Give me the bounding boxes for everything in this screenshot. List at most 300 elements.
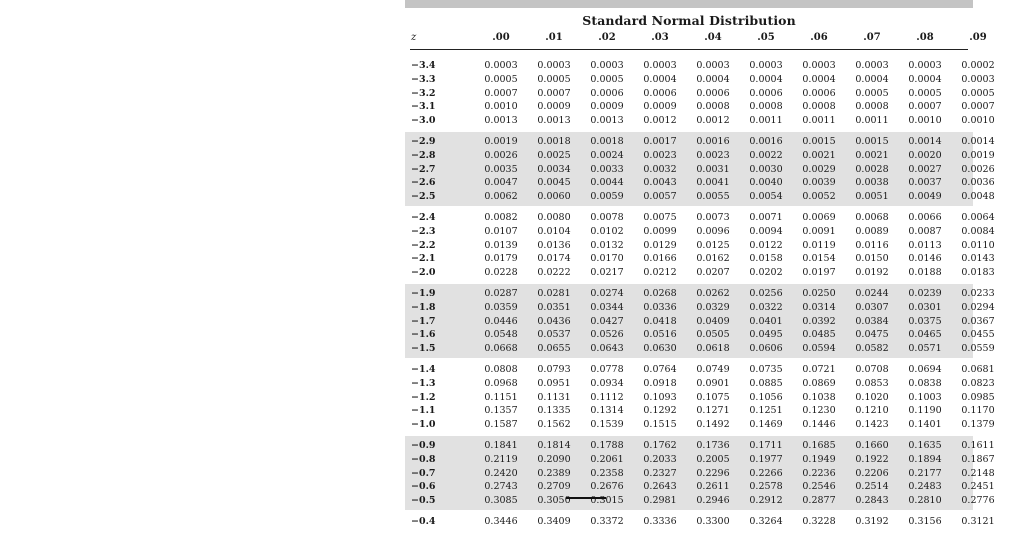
table-row bbox=[405, 59, 995, 73]
probability-cell: 0.0012 bbox=[696, 115, 730, 127]
probability-cell: 0.0091 bbox=[802, 225, 836, 237]
z-value: −2.6 bbox=[411, 177, 436, 189]
probability-cell: 0.2005 bbox=[696, 453, 730, 465]
probability-cell: 0.0036 bbox=[961, 177, 995, 189]
probability-cell: 0.1151 bbox=[484, 391, 518, 403]
z-value: −3.0 bbox=[411, 115, 436, 127]
probability-cell: 0.0007 bbox=[961, 101, 995, 113]
table-row bbox=[405, 73, 995, 87]
row-group bbox=[405, 284, 995, 358]
probability-cell: 0.0475 bbox=[855, 329, 889, 341]
probability-cell: 0.1469 bbox=[749, 419, 783, 431]
probability-cell: 0.3156 bbox=[908, 515, 942, 527]
probability-cell: 0.0004 bbox=[802, 73, 836, 85]
probability-cell: 0.0006 bbox=[696, 87, 730, 99]
probability-cell: 0.0838 bbox=[908, 377, 942, 389]
probability-cell: 0.0119 bbox=[802, 239, 836, 251]
probability-cell: 0.0014 bbox=[908, 135, 942, 147]
probability-cell: 0.0004 bbox=[908, 73, 942, 85]
probability-cell: 0.0823 bbox=[961, 377, 995, 389]
probability-cell: 0.0281 bbox=[537, 287, 571, 299]
row-group bbox=[405, 436, 995, 510]
probability-cell: 0.0721 bbox=[802, 363, 836, 375]
table-row bbox=[405, 480, 995, 494]
probability-cell: 0.1292 bbox=[643, 405, 677, 417]
probability-cell: 0.1660 bbox=[855, 439, 889, 451]
probability-cell: 0.0057 bbox=[643, 191, 677, 203]
probability-cell: 0.0041 bbox=[696, 177, 730, 189]
probability-cell: 0.0455 bbox=[961, 329, 995, 341]
probability-cell: 0.0031 bbox=[696, 163, 730, 175]
probability-cell: 0.0250 bbox=[802, 287, 836, 299]
probability-cell: 0.0003 bbox=[696, 60, 730, 71]
column-header: .03 bbox=[651, 32, 669, 43]
z-value: −2.5 bbox=[411, 191, 436, 203]
probability-cell: 0.3085 bbox=[484, 495, 518, 507]
probability-cell: 0.0075 bbox=[643, 211, 677, 223]
probability-cell: 0.0107 bbox=[484, 225, 518, 237]
z-value: −1.6 bbox=[411, 329, 436, 341]
probability-cell: 0.0268 bbox=[643, 287, 677, 299]
z-value: −0.9 bbox=[411, 439, 436, 451]
probability-cell: 0.0023 bbox=[643, 149, 677, 161]
probability-cell: 0.0516 bbox=[643, 329, 677, 341]
probability-cell: 0.1038 bbox=[802, 391, 836, 403]
probability-cell: 0.0465 bbox=[908, 329, 942, 341]
probability-cell: 0.0934 bbox=[590, 377, 624, 389]
table-row bbox=[405, 515, 995, 529]
probability-cell: 0.0026 bbox=[484, 149, 518, 161]
probability-cell: 0.0030 bbox=[749, 163, 783, 175]
probability-cell: 0.1230 bbox=[802, 405, 836, 417]
probability-cell: 0.0217 bbox=[590, 267, 624, 279]
probability-cell: 0.0793 bbox=[537, 363, 571, 375]
probability-cell: 0.2236 bbox=[802, 467, 836, 479]
probability-cell: 0.0359 bbox=[484, 301, 518, 313]
probability-cell: 0.0034 bbox=[537, 163, 571, 175]
probability-cell: 0.1492 bbox=[696, 419, 730, 431]
probability-cell: 0.0808 bbox=[484, 363, 518, 375]
probability-cell: 0.0344 bbox=[590, 301, 624, 313]
probability-cell: 0.1635 bbox=[908, 439, 942, 451]
probability-cell: 0.0158 bbox=[749, 253, 783, 265]
probability-cell: 0.0322 bbox=[749, 301, 783, 313]
table-row bbox=[405, 404, 995, 418]
column-header: .02 bbox=[598, 32, 616, 43]
column-header: .09 bbox=[969, 32, 987, 43]
probability-cell: 0.0005 bbox=[537, 73, 571, 85]
table-row bbox=[405, 225, 995, 239]
z-value: −2.1 bbox=[411, 253, 436, 265]
probability-cell: 0.0008 bbox=[802, 101, 836, 113]
probability-cell: 0.0006 bbox=[643, 87, 677, 99]
z-value: −0.6 bbox=[411, 481, 436, 493]
probability-cell: 0.2148 bbox=[961, 467, 995, 479]
probability-cell: 0.1271 bbox=[696, 405, 730, 417]
probability-cell: 0.0436 bbox=[537, 315, 571, 327]
probability-cell: 0.1335 bbox=[537, 405, 571, 417]
probability-cell: 0.0032 bbox=[643, 163, 677, 175]
probability-cell: 0.0013 bbox=[537, 115, 571, 127]
probability-cell: 0.2946 bbox=[696, 495, 730, 507]
row-group bbox=[405, 360, 995, 434]
probability-cell: 0.0059 bbox=[590, 191, 624, 203]
table-row bbox=[405, 328, 995, 342]
z-value: −0.8 bbox=[411, 453, 436, 465]
probability-cell: 0.3336 bbox=[643, 515, 677, 527]
probability-cell: 0.3015 bbox=[590, 495, 624, 507]
probability-cell: 0.0049 bbox=[908, 191, 942, 203]
z-value: −1.3 bbox=[411, 377, 436, 389]
probability-cell: 0.0735 bbox=[749, 363, 783, 375]
probability-cell: 0.0010 bbox=[908, 115, 942, 127]
probability-cell: 0.0174 bbox=[537, 253, 571, 265]
probability-cell: 0.0681 bbox=[961, 363, 995, 375]
probability-cell: 0.0668 bbox=[484, 343, 518, 355]
probability-cell: 0.0294 bbox=[961, 301, 995, 313]
probability-cell: 0.1788 bbox=[590, 439, 624, 451]
probability-cell: 0.0314 bbox=[802, 301, 836, 313]
probability-cell: 0.0021 bbox=[802, 149, 836, 161]
probability-cell: 0.1685 bbox=[802, 439, 836, 451]
probability-cell: 0.0040 bbox=[749, 177, 783, 189]
table-row bbox=[405, 87, 995, 101]
probability-cell: 0.0003 bbox=[643, 60, 677, 71]
z-value: −2.3 bbox=[411, 225, 436, 237]
probability-cell: 0.0446 bbox=[484, 315, 518, 327]
probability-cell: 0.0006 bbox=[590, 87, 624, 99]
probability-cell: 0.1003 bbox=[908, 391, 942, 403]
probability-cell: 0.3228 bbox=[802, 515, 836, 527]
z-value: −0.5 bbox=[411, 495, 436, 507]
probability-cell: 0.3050 bbox=[537, 495, 571, 507]
probability-cell: 0.0080 bbox=[537, 211, 571, 223]
probability-cell: 0.0003 bbox=[961, 73, 995, 85]
probability-cell: 0.2389 bbox=[537, 467, 571, 479]
probability-cell: 0.0004 bbox=[696, 73, 730, 85]
probability-cell: 0.0778 bbox=[590, 363, 624, 375]
probability-cell: 0.0004 bbox=[855, 73, 889, 85]
probability-cell: 0.1190 bbox=[908, 405, 942, 417]
probability-cell: 0.0004 bbox=[643, 73, 677, 85]
probability-cell: 0.1949 bbox=[802, 453, 836, 465]
z-value: −3.3 bbox=[411, 73, 436, 85]
probability-cell: 0.1075 bbox=[696, 391, 730, 403]
probability-cell: 0.0009 bbox=[590, 101, 624, 113]
probability-cell: 0.3409 bbox=[537, 515, 571, 527]
probability-cell: 0.0008 bbox=[696, 101, 730, 113]
probability-cell: 0.1423 bbox=[855, 419, 889, 431]
table-row bbox=[405, 176, 995, 190]
probability-cell: 0.1056 bbox=[749, 391, 783, 403]
probability-cell: 0.0166 bbox=[643, 253, 677, 265]
z-value: −0.7 bbox=[411, 467, 436, 479]
z-value: −2.8 bbox=[411, 149, 436, 161]
probability-cell: 0.0033 bbox=[590, 163, 624, 175]
probability-cell: 0.1736 bbox=[696, 439, 730, 451]
probability-cell: 0.0375 bbox=[908, 315, 942, 327]
table-row bbox=[405, 266, 995, 280]
probability-cell: 0.0968 bbox=[484, 377, 518, 389]
table-header-row bbox=[405, 28, 987, 48]
probability-cell: 0.0035 bbox=[484, 163, 518, 175]
probability-cell: 0.0003 bbox=[802, 60, 836, 71]
column-header-z: z bbox=[411, 32, 417, 43]
probability-cell: 0.3121 bbox=[961, 515, 995, 527]
probability-cell: 0.0016 bbox=[696, 135, 730, 147]
probability-cell: 0.0003 bbox=[537, 60, 571, 71]
column-header: .07 bbox=[863, 32, 881, 43]
probability-cell: 0.0068 bbox=[855, 211, 889, 223]
probability-cell: 0.1093 bbox=[643, 391, 677, 403]
z-value: −2.2 bbox=[411, 239, 436, 251]
probability-cell: 0.0136 bbox=[537, 239, 571, 251]
probability-cell: 0.0025 bbox=[537, 149, 571, 161]
table-row bbox=[405, 439, 995, 453]
probability-cell: 0.2090 bbox=[537, 453, 571, 465]
z-value: −1.5 bbox=[411, 343, 436, 355]
probability-cell: 0.1131 bbox=[537, 391, 571, 403]
probability-cell: 0.1539 bbox=[590, 419, 624, 431]
probability-cell: 0.3264 bbox=[749, 515, 783, 527]
probability-cell: 0.0099 bbox=[643, 225, 677, 237]
probability-cell: 0.2877 bbox=[802, 495, 836, 507]
probability-cell: 0.2578 bbox=[749, 481, 783, 493]
probability-cell: 0.0869 bbox=[802, 377, 836, 389]
row-group bbox=[405, 56, 995, 130]
probability-cell: 0.0146 bbox=[908, 253, 942, 265]
probability-cell: 0.0571 bbox=[908, 343, 942, 355]
probability-cell: 0.0028 bbox=[855, 163, 889, 175]
probability-cell: 0.0630 bbox=[643, 343, 677, 355]
z-value: −2.4 bbox=[411, 211, 436, 223]
probability-cell: 0.2514 bbox=[855, 481, 889, 493]
probability-cell: 0.0019 bbox=[961, 149, 995, 161]
probability-cell: 0.1020 bbox=[855, 391, 889, 403]
probability-cell: 0.0485 bbox=[802, 329, 836, 341]
probability-cell: 0.0256 bbox=[749, 287, 783, 299]
z-value: −3.4 bbox=[411, 60, 436, 71]
probability-cell: 0.0183 bbox=[961, 267, 995, 279]
table-row bbox=[405, 190, 995, 204]
probability-cell: 0.0011 bbox=[855, 115, 889, 127]
probability-cell: 0.0708 bbox=[855, 363, 889, 375]
probability-cell: 0.0212 bbox=[643, 267, 677, 279]
table-row bbox=[405, 363, 995, 377]
probability-cell: 0.0233 bbox=[961, 287, 995, 299]
z-value: −1.7 bbox=[411, 315, 436, 327]
z-value: −1.2 bbox=[411, 391, 436, 403]
probability-cell: 0.0764 bbox=[643, 363, 677, 375]
probability-cell: 0.0003 bbox=[590, 60, 624, 71]
table-row bbox=[405, 211, 995, 225]
standard-normal-table bbox=[405, 28, 995, 533]
handwritten-underline bbox=[566, 497, 606, 499]
probability-cell: 0.1977 bbox=[749, 453, 783, 465]
probability-cell: 0.0116 bbox=[855, 239, 889, 251]
z-value: −3.2 bbox=[411, 87, 436, 99]
probability-cell: 0.1446 bbox=[802, 419, 836, 431]
probability-cell: 0.0008 bbox=[749, 101, 783, 113]
probability-cell: 0.2206 bbox=[855, 467, 889, 479]
probability-cell: 0.0069 bbox=[802, 211, 836, 223]
probability-cell: 0.1379 bbox=[961, 419, 995, 431]
probability-cell: 0.2296 bbox=[696, 467, 730, 479]
probability-cell: 0.0262 bbox=[696, 287, 730, 299]
probability-cell: 0.0102 bbox=[590, 225, 624, 237]
probability-cell: 0.1357 bbox=[484, 405, 518, 417]
probability-cell: 0.0045 bbox=[537, 177, 571, 189]
probability-cell: 0.2483 bbox=[908, 481, 942, 493]
probability-cell: 0.0384 bbox=[855, 315, 889, 327]
column-header: .04 bbox=[704, 32, 722, 43]
probability-cell: 0.0122 bbox=[749, 239, 783, 251]
probability-cell: 0.0011 bbox=[802, 115, 836, 127]
probability-cell: 0.2061 bbox=[590, 453, 624, 465]
probability-cell: 0.0643 bbox=[590, 343, 624, 355]
probability-cell: 0.0192 bbox=[855, 267, 889, 279]
probability-cell: 0.1922 bbox=[855, 453, 889, 465]
probability-cell: 0.0010 bbox=[484, 101, 518, 113]
probability-cell: 0.2327 bbox=[643, 467, 677, 479]
probability-cell: 0.0027 bbox=[908, 163, 942, 175]
probability-cell: 0.0143 bbox=[961, 253, 995, 265]
probability-cell: 0.0026 bbox=[961, 163, 995, 175]
probability-cell: 0.0853 bbox=[855, 377, 889, 389]
probability-cell: 0.0016 bbox=[749, 135, 783, 147]
probability-cell: 0.0228 bbox=[484, 267, 518, 279]
probability-cell: 0.3192 bbox=[855, 515, 889, 527]
probability-cell: 0.0409 bbox=[696, 315, 730, 327]
probability-cell: 0.0197 bbox=[802, 267, 836, 279]
probability-cell: 0.0901 bbox=[696, 377, 730, 389]
probability-cell: 0.0005 bbox=[590, 73, 624, 85]
probability-cell: 0.0329 bbox=[696, 301, 730, 313]
table-row bbox=[405, 467, 995, 481]
probability-cell: 0.0009 bbox=[643, 101, 677, 113]
probability-cell: 0.0003 bbox=[749, 60, 783, 71]
probability-cell: 0.1762 bbox=[643, 439, 677, 451]
probability-cell: 0.0548 bbox=[484, 329, 518, 341]
probability-cell: 0.0038 bbox=[855, 177, 889, 189]
probability-cell: 0.2676 bbox=[590, 481, 624, 493]
probability-cell: 0.0005 bbox=[961, 87, 995, 99]
probability-cell: 0.0559 bbox=[961, 343, 995, 355]
table-row bbox=[405, 315, 995, 329]
probability-cell: 0.1401 bbox=[908, 419, 942, 431]
probability-cell: 0.1611 bbox=[961, 439, 995, 451]
probability-cell: 0.0188 bbox=[908, 267, 942, 279]
probability-cell: 0.0170 bbox=[590, 253, 624, 265]
probability-cell: 0.0087 bbox=[908, 225, 942, 237]
probability-cell: 0.1841 bbox=[484, 439, 518, 451]
probability-cell: 0.1515 bbox=[643, 419, 677, 431]
table-row bbox=[405, 418, 995, 432]
probability-cell: 0.2912 bbox=[749, 495, 783, 507]
probability-cell: 0.0094 bbox=[749, 225, 783, 237]
table-row bbox=[405, 287, 995, 301]
probability-cell: 0.2033 bbox=[643, 453, 677, 465]
probability-cell: 0.0018 bbox=[537, 135, 571, 147]
table-row bbox=[405, 377, 995, 391]
probability-cell: 0.0010 bbox=[961, 115, 995, 127]
probability-cell: 0.0018 bbox=[590, 135, 624, 147]
probability-cell: 0.0014 bbox=[961, 135, 995, 147]
table-row bbox=[405, 149, 995, 163]
probability-cell: 0.0047 bbox=[484, 177, 518, 189]
probability-cell: 0.0006 bbox=[802, 87, 836, 99]
column-header: .05 bbox=[757, 32, 775, 43]
probability-cell: 0.0019 bbox=[484, 135, 518, 147]
probability-cell: 0.1170 bbox=[961, 405, 995, 417]
probability-cell: 0.0064 bbox=[961, 211, 995, 223]
z-value: −2.0 bbox=[411, 267, 436, 279]
z-value: −1.8 bbox=[411, 301, 436, 313]
probability-cell: 0.1894 bbox=[908, 453, 942, 465]
header-rule bbox=[410, 49, 968, 50]
probability-cell: 0.0012 bbox=[643, 115, 677, 127]
probability-cell: 0.0006 bbox=[749, 87, 783, 99]
probability-cell: 0.0009 bbox=[537, 101, 571, 113]
table-row bbox=[405, 239, 995, 253]
probability-cell: 0.2420 bbox=[484, 467, 518, 479]
table-title: Standard Normal Distribution bbox=[582, 13, 796, 28]
probability-cell: 0.0011 bbox=[749, 115, 783, 127]
probability-cell: 0.0021 bbox=[855, 149, 889, 161]
probability-cell: 0.0367 bbox=[961, 315, 995, 327]
probability-cell: 0.2643 bbox=[643, 481, 677, 493]
probability-cell: 0.0039 bbox=[802, 177, 836, 189]
probability-cell: 0.0307 bbox=[855, 301, 889, 313]
probability-cell: 0.0505 bbox=[696, 329, 730, 341]
row-group bbox=[405, 208, 995, 282]
z-value: −2.7 bbox=[411, 163, 436, 175]
probability-cell: 0.0179 bbox=[484, 253, 518, 265]
table-row bbox=[405, 100, 995, 114]
probability-cell: 0.1587 bbox=[484, 419, 518, 431]
probability-cell: 0.0003 bbox=[484, 60, 518, 71]
probability-cell: 0.3446 bbox=[484, 515, 518, 527]
probability-cell: 0.0202 bbox=[749, 267, 783, 279]
probability-cell: 0.2981 bbox=[643, 495, 677, 507]
probability-cell: 0.2743 bbox=[484, 481, 518, 493]
table-row bbox=[405, 135, 995, 149]
probability-cell: 0.0139 bbox=[484, 239, 518, 251]
probability-cell: 0.0078 bbox=[590, 211, 624, 223]
probability-cell: 0.0089 bbox=[855, 225, 889, 237]
table-row bbox=[405, 301, 995, 315]
probability-cell: 0.0007 bbox=[537, 87, 571, 99]
z-value: −1.0 bbox=[411, 419, 436, 431]
probability-cell: 0.0207 bbox=[696, 267, 730, 279]
table-top-band bbox=[405, 0, 973, 8]
probability-cell: 0.1112 bbox=[590, 391, 624, 403]
probability-cell: 0.0125 bbox=[696, 239, 730, 251]
probability-cell: 0.0005 bbox=[908, 87, 942, 99]
probability-cell: 0.2611 bbox=[696, 481, 730, 493]
probability-cell: 0.1314 bbox=[590, 405, 624, 417]
probability-cell: 0.0096 bbox=[696, 225, 730, 237]
probability-cell: 0.0150 bbox=[855, 253, 889, 265]
probability-cell: 0.0003 bbox=[908, 60, 942, 71]
probability-cell: 0.0007 bbox=[908, 101, 942, 113]
probability-cell: 0.0594 bbox=[802, 343, 836, 355]
probability-cell: 0.0044 bbox=[590, 177, 624, 189]
probability-cell: 0.0606 bbox=[749, 343, 783, 355]
table-row bbox=[405, 342, 995, 356]
z-value: −1.1 bbox=[411, 405, 436, 417]
probability-cell: 0.0013 bbox=[590, 115, 624, 127]
